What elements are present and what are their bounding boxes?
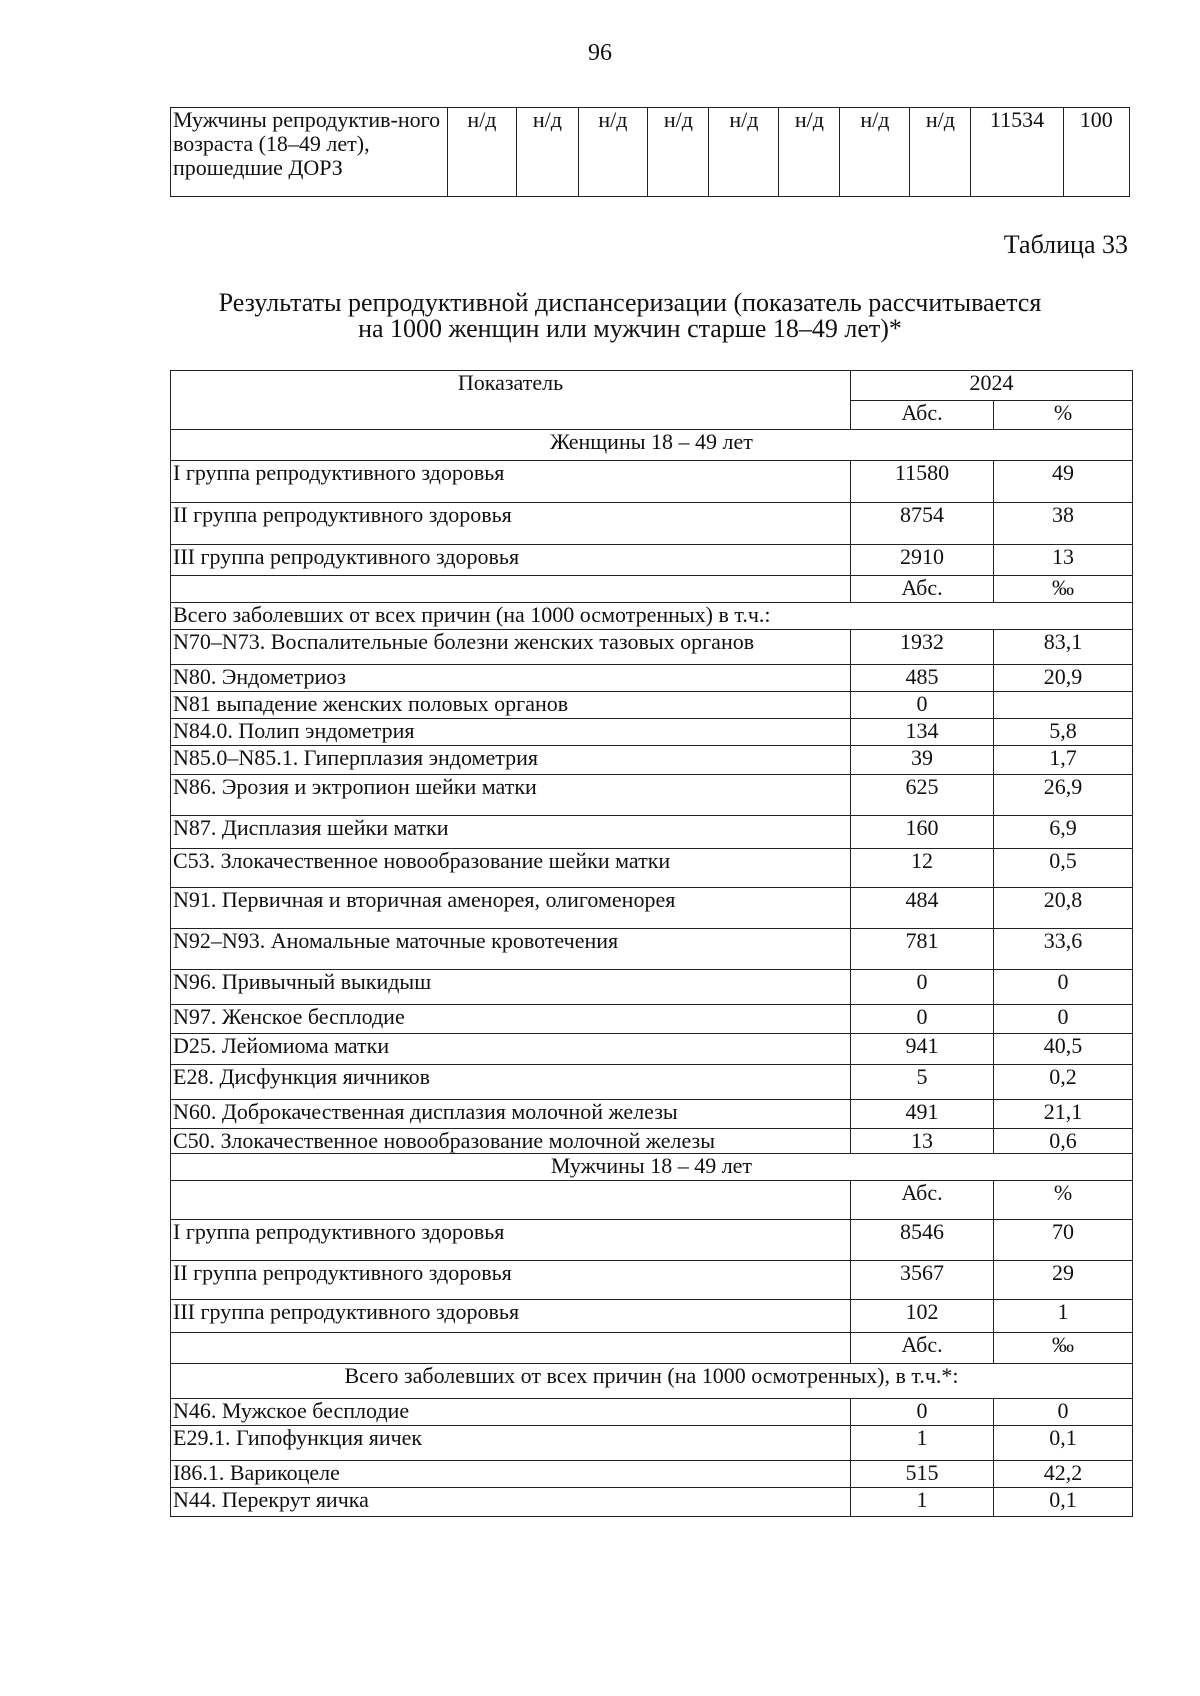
row-label: N70–N73. Воспалительные болезни женских тазовых органов bbox=[171, 630, 851, 665]
row-label: N60. Доброкачественная дисплазия молочной железы bbox=[171, 1100, 851, 1129]
empty-cell bbox=[171, 1181, 851, 1220]
permille-value: 21,1 bbox=[994, 1100, 1133, 1129]
permille-value: 40,5 bbox=[994, 1034, 1133, 1065]
abs-value: 0 bbox=[851, 970, 994, 1005]
empty-cell bbox=[171, 576, 851, 603]
abs-value: 2910 bbox=[851, 545, 994, 576]
table-title bbox=[150, 290, 1110, 342]
section-row bbox=[171, 603, 1133, 630]
table-row bbox=[171, 970, 1133, 1005]
abs-header: Абс. bbox=[851, 1181, 994, 1220]
row-label: N46. Мужское бесплодие bbox=[171, 1399, 851, 1426]
pct-value: 70 bbox=[994, 1220, 1133, 1261]
permille-header: ‰ bbox=[994, 1333, 1133, 1364]
cell-value: н/д bbox=[447, 108, 517, 197]
abs-value: 485 bbox=[851, 665, 994, 692]
row-label: III группа репродуктивного здоровья bbox=[171, 545, 851, 576]
cell-value: 100 bbox=[1063, 108, 1129, 197]
abs-value: 941 bbox=[851, 1034, 994, 1065]
permille-value: 0 bbox=[994, 970, 1133, 1005]
table-row bbox=[171, 775, 1133, 816]
table-row bbox=[171, 1005, 1133, 1034]
row-label: N81 выпадение женских половых органов bbox=[171, 692, 851, 719]
row-label: III группа репродуктивного здоровья bbox=[171, 1300, 851, 1333]
abs-value: 0 bbox=[851, 1005, 994, 1034]
abs-value: 625 bbox=[851, 775, 994, 816]
cell-value: н/д bbox=[779, 108, 840, 197]
table-title-line: Результаты репродуктивной диспансеризации (показатель рассчитывается bbox=[218, 288, 1042, 317]
women-total-label: Всего заболевших от всех причин (на 1000 осмотренных) в т.ч.: bbox=[171, 603, 1133, 630]
cell-value: 11534 bbox=[971, 108, 1063, 197]
row-label: I86.1. Варикоцеле bbox=[171, 1461, 851, 1488]
pct-value: 38 bbox=[994, 503, 1133, 545]
permille-value: 0,5 bbox=[994, 849, 1133, 888]
row-label: N44. Перекрут яичка bbox=[171, 1488, 851, 1517]
row-label: N97. Женское бесплодие bbox=[171, 1005, 851, 1034]
women-section-label: Женщины 18 – 49 лет bbox=[171, 430, 1133, 461]
abs-value: 484 bbox=[851, 888, 994, 929]
section-row bbox=[171, 1364, 1133, 1399]
row-label: N92–N93. Аномальные маточные кровотечения bbox=[171, 929, 851, 970]
cell-value: н/д bbox=[709, 108, 779, 197]
table-row bbox=[171, 1034, 1133, 1065]
row-label: I группа репродуктивного здоровья bbox=[171, 1220, 851, 1261]
row-label: N91. Первичная и вторичная аменорея, олигоменорея bbox=[171, 888, 851, 929]
cell-value: н/д bbox=[840, 108, 910, 197]
row-label: N80. Эндометриоз bbox=[171, 665, 851, 692]
empty-cell bbox=[171, 1333, 851, 1364]
table-row bbox=[171, 816, 1133, 849]
table-row bbox=[171, 1488, 1133, 1517]
permille-value: 5,8 bbox=[994, 719, 1133, 746]
table-title-line: на 1000 женщин или мужчин старше 18–49 лет)* bbox=[358, 314, 902, 343]
table-row bbox=[171, 692, 1133, 719]
table-row bbox=[171, 545, 1133, 576]
permille-value: 0,2 bbox=[994, 1065, 1133, 1100]
cell-value: н/д bbox=[517, 108, 578, 197]
year-header: 2024 bbox=[851, 371, 1133, 401]
cell-value: н/д bbox=[910, 108, 971, 197]
permille-value: 42,2 bbox=[994, 1461, 1133, 1488]
cell-value: н/д bbox=[648, 108, 709, 197]
abs-value: 1932 bbox=[851, 630, 994, 665]
row-label: N87. Дисплазия шейки матки bbox=[171, 816, 851, 849]
pct-header: % bbox=[994, 1181, 1133, 1220]
abs-value: 8546 bbox=[851, 1220, 994, 1261]
abs-value: 13 bbox=[851, 1129, 994, 1154]
table-row bbox=[171, 630, 1133, 665]
table-row bbox=[171, 929, 1133, 970]
table-row bbox=[171, 1261, 1133, 1300]
table-row bbox=[171, 665, 1133, 692]
table-row bbox=[171, 719, 1133, 746]
table-row bbox=[171, 746, 1133, 775]
table-row bbox=[171, 1220, 1133, 1261]
row-label: N86. Эрозия и эктропион шейки матки bbox=[171, 775, 851, 816]
abs-value: 0 bbox=[851, 1399, 994, 1426]
permille-value: 83,1 bbox=[994, 630, 1133, 665]
abs-value: 3567 bbox=[851, 1261, 994, 1300]
abs-value: 8754 bbox=[851, 503, 994, 545]
permille-value: 0 bbox=[994, 1005, 1133, 1034]
permille-value bbox=[994, 692, 1133, 719]
subheader-row bbox=[171, 1181, 1133, 1220]
table-row bbox=[171, 1100, 1133, 1129]
abs-value: 160 bbox=[851, 816, 994, 849]
permille-value: 20,8 bbox=[994, 888, 1133, 929]
top-table bbox=[170, 107, 1130, 197]
row-label: C53. Злокачественное новообразование шейки матки bbox=[171, 849, 851, 888]
abs-value: 5 bbox=[851, 1065, 994, 1100]
table-row bbox=[171, 461, 1133, 503]
permille-value: 6,9 bbox=[994, 816, 1133, 849]
pct-value: 29 bbox=[994, 1261, 1133, 1300]
row-label: Мужчины репродуктив-ного возраста (18–49 лет), прошедшие ДОРЗ bbox=[171, 108, 448, 197]
abs-value: 12 bbox=[851, 849, 994, 888]
permille-value: 1,7 bbox=[994, 746, 1133, 775]
permille-value: 20,9 bbox=[994, 665, 1133, 692]
row-label: II группа репродуктивного здоровья bbox=[171, 503, 851, 545]
header-row bbox=[171, 371, 1133, 401]
permille-value: 0,1 bbox=[994, 1488, 1133, 1517]
row-label: C50. Злокачественное новообразование молочной железы bbox=[171, 1129, 851, 1154]
abs-value: 515 bbox=[851, 1461, 994, 1488]
pct-header: % bbox=[994, 400, 1133, 430]
table-row bbox=[171, 1129, 1133, 1154]
abs-value: 1 bbox=[851, 1426, 994, 1461]
subheader-row bbox=[171, 576, 1133, 603]
table-row bbox=[171, 1399, 1133, 1426]
permille-value: 0,6 bbox=[994, 1129, 1133, 1154]
section-row bbox=[171, 1154, 1133, 1181]
men-section-label: Мужчины 18 – 49 лет bbox=[171, 1154, 1133, 1181]
permille-value: 26,9 bbox=[994, 775, 1133, 816]
permille-value: 33,6 bbox=[994, 929, 1133, 970]
row-label: I группа репродуктивного здоровья bbox=[171, 461, 851, 503]
permille-header: ‰ bbox=[994, 576, 1133, 603]
row-label: D25. Лейомиома матки bbox=[171, 1034, 851, 1065]
row-label: N84.0. Полип эндометрия bbox=[171, 719, 851, 746]
permille-value: 0 bbox=[994, 1399, 1133, 1426]
abs-value: 39 bbox=[851, 746, 994, 775]
abs-header: Абс. bbox=[851, 400, 994, 430]
pct-value: 1 bbox=[994, 1300, 1133, 1333]
page-number: 96 bbox=[588, 40, 612, 66]
table-caption: Таблица 33 bbox=[1003, 230, 1128, 259]
abs-value: 781 bbox=[851, 929, 994, 970]
table-row bbox=[171, 1065, 1133, 1100]
indicator-header: Показатель bbox=[171, 371, 851, 430]
abs-value: 491 bbox=[851, 1100, 994, 1129]
table-row bbox=[171, 888, 1133, 929]
permille-value: 0,1 bbox=[994, 1426, 1133, 1461]
table-row bbox=[171, 1426, 1133, 1461]
abs-value: 102 bbox=[851, 1300, 994, 1333]
row-label: II группа репродуктивного здоровья bbox=[171, 1261, 851, 1300]
results-table bbox=[170, 370, 1133, 1517]
abs-value: 1 bbox=[851, 1488, 994, 1517]
abs-header: Абс. bbox=[851, 1333, 994, 1364]
abs-header: Абс. bbox=[851, 576, 994, 603]
table-row bbox=[171, 1300, 1133, 1333]
abs-value: 134 bbox=[851, 719, 994, 746]
subheader-row bbox=[171, 1333, 1133, 1364]
abs-value: 0 bbox=[851, 692, 994, 719]
table-row bbox=[171, 1461, 1133, 1488]
pct-value: 13 bbox=[994, 545, 1133, 576]
cell-value: н/д bbox=[578, 108, 648, 197]
men-total-label: Всего заболевших от всех причин (на 1000 осмотренных), в т.ч.*: bbox=[171, 1364, 1133, 1399]
pct-value: 49 bbox=[994, 461, 1133, 503]
row-label: N85.0–N85.1. Гиперплазия эндометрия bbox=[171, 746, 851, 775]
abs-value: 11580 bbox=[851, 461, 994, 503]
row-label: E29.1. Гипофункция яичек bbox=[171, 1426, 851, 1461]
table-row bbox=[171, 503, 1133, 545]
table-row bbox=[171, 849, 1133, 888]
row-label: E28. Дисфункция яичников bbox=[171, 1065, 851, 1100]
row-label: N96. Привычный выкидыш bbox=[171, 970, 851, 1005]
section-row bbox=[171, 430, 1133, 461]
table-row bbox=[171, 108, 1130, 197]
